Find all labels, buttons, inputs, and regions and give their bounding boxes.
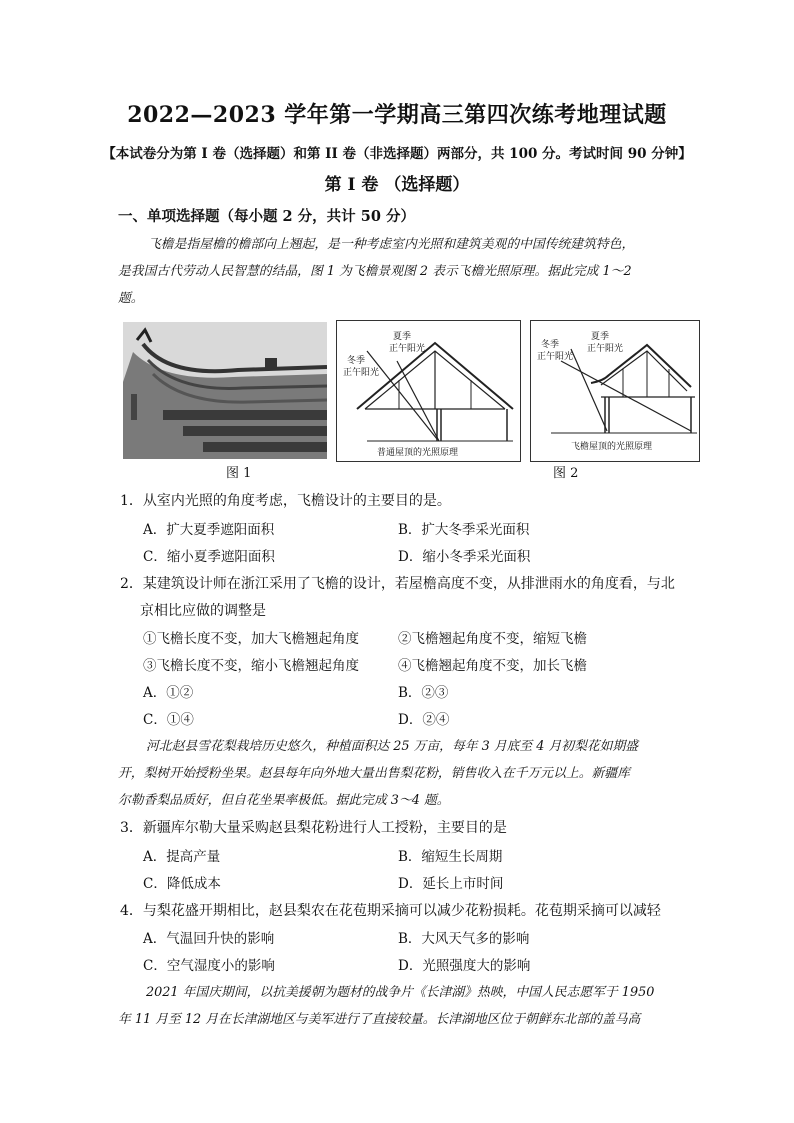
summer-label-2: 正午阳光 <box>389 344 426 354</box>
q2-option-c: C．①④ <box>143 712 194 728</box>
q4-stem: 4．与梨花盛开期相比，赵县梨农在花苞期采摘可以减少花粉损耗。花苞期采摘可以减轻 <box>120 903 661 919</box>
q2-statement-2: ②飞檐翘起角度不变，缩短飞檐 <box>398 631 587 647</box>
q1-option-b: B．扩大冬季采光面积 <box>398 522 530 538</box>
flying-roof-label: 飞檐屋顶的光照原理 <box>571 442 653 452</box>
q1-option-d: D．缩小冬季采光面积 <box>398 549 531 565</box>
page-title: 2022—2023 学年第一学期高三第四次练考地理试题 <box>127 102 667 128</box>
q2-statement-1: ①飞檐长度不变，加大飞檐翘起角度 <box>143 631 359 647</box>
q2-stem-line2: 京相比应做的调整是 <box>140 603 266 619</box>
passage3-line2: 年 11 月至 12 月在长津湖地区与美军进行了直接较量。长津湖地区位于朝鲜东北部的盖马高 <box>118 1012 641 1027</box>
passage3-line1: 2021 年国庆期间，以抗美援朝为题材的战争片《长津湖》热映，中国人民志愿军于 1950 <box>146 985 655 1000</box>
passage2-line2: 开，梨树开始授粉坐果。赵县每年向外地大量出售梨花粉，销售收入在千万元以上。新疆库 <box>118 766 630 781</box>
flying-eaves-image <box>123 322 327 459</box>
q1-option-c: C．缩小夏季遮阳面积 <box>143 549 275 565</box>
figure1-caption: 图 1 <box>226 466 252 481</box>
q3-option-c: C．降低成本 <box>143 876 221 892</box>
q2-option-d: D．②④ <box>398 712 450 728</box>
winter-label-2: 正午阳光 <box>343 368 380 378</box>
q4-option-d: D．光照强度大的影响 <box>398 958 531 974</box>
winter-label-1b: 冬季 <box>541 340 560 350</box>
normal-roof-label: 普通屋顶的光照原理 <box>377 448 459 458</box>
summer-label-1b: 夏季 <box>591 332 610 342</box>
q4-option-c: C．空气湿度小的影响 <box>143 958 275 974</box>
q2-option-b: B．②③ <box>398 685 449 701</box>
q2-statement-4: ④飞檐翘起角度不变，加长飞檐 <box>398 658 587 674</box>
winter-label-1: 冬季 <box>347 356 366 366</box>
q1-stem: 1．从室内光照的角度考虑，飞檐设计的主要目的是。 <box>120 493 451 509</box>
q2-statement-3: ③飞檐长度不变，缩小飞檐翘起角度 <box>143 658 359 674</box>
q1-option-a: A．扩大夏季遮阳面积 <box>143 522 275 538</box>
q4-option-b: B．大风天气多的影响 <box>398 931 530 947</box>
q3-option-b: B．缩短生长周期 <box>398 849 503 865</box>
q4-option-a: A．气温回升快的影响 <box>143 931 275 947</box>
passage1-line1: 飞檐是指屋檐的檐部向上翘起，是一种考虑室内光照和建筑美观的中国传统建筑特色， <box>148 237 635 252</box>
q2-option-a: A．①② <box>143 685 194 701</box>
exam-note: 【本试卷分为第 I 卷（选择题）和第 II 卷（非选择题）两部分，共 100 分。考试时间 90 分钟】 <box>102 146 692 162</box>
passage2-line3: 尔勒香梨品质好，但自花坐果率极低。据此完成 3～4 题。 <box>118 793 450 808</box>
q3-option-a: A．提高产量 <box>143 849 221 865</box>
summer-label-1: 夏季 <box>393 332 412 342</box>
figure1-photo <box>123 322 327 459</box>
q3-stem: 3．新疆库尔勒大量采购赵县梨花粉进行人工授粉，主要目的是 <box>120 820 507 836</box>
q3-option-d: D．延长上市时间 <box>398 876 504 892</box>
winter-label-2b: 正午阳光 <box>537 352 574 362</box>
normal-roof-diagram <box>337 321 520 461</box>
figure2-flying-roof <box>530 320 700 462</box>
flying-roof-diagram <box>531 321 699 461</box>
part-heading: 第 I 卷 （选择题） <box>324 175 470 195</box>
passage1-line2: 是我国古代劳动人民智慧的结晶，图 1 为飞檐景观图 2 表示飞檐光照原理。据此完成 1～2 <box>118 264 632 279</box>
q2-stem-line1: 2．某建筑设计师在浙江采用了飞檐的设计，若屋檐高度不变，从排泄雨水的角度看，与北 <box>120 576 675 592</box>
passage2-line1: 河北赵县雪花梨栽培历史悠久，种植面积达 25 万亩，每年 3 月底至 4 月初梨花如期盛 <box>146 739 639 754</box>
summer-label-2b: 正午阳光 <box>587 344 624 354</box>
figure2-normal-roof <box>336 320 521 462</box>
passage1-line3: 题。 <box>118 291 144 306</box>
section-heading: 一、单项选择题（每小题 2 分，共计 50 分） <box>118 208 415 225</box>
figure2-caption: 图 2 <box>553 466 579 481</box>
